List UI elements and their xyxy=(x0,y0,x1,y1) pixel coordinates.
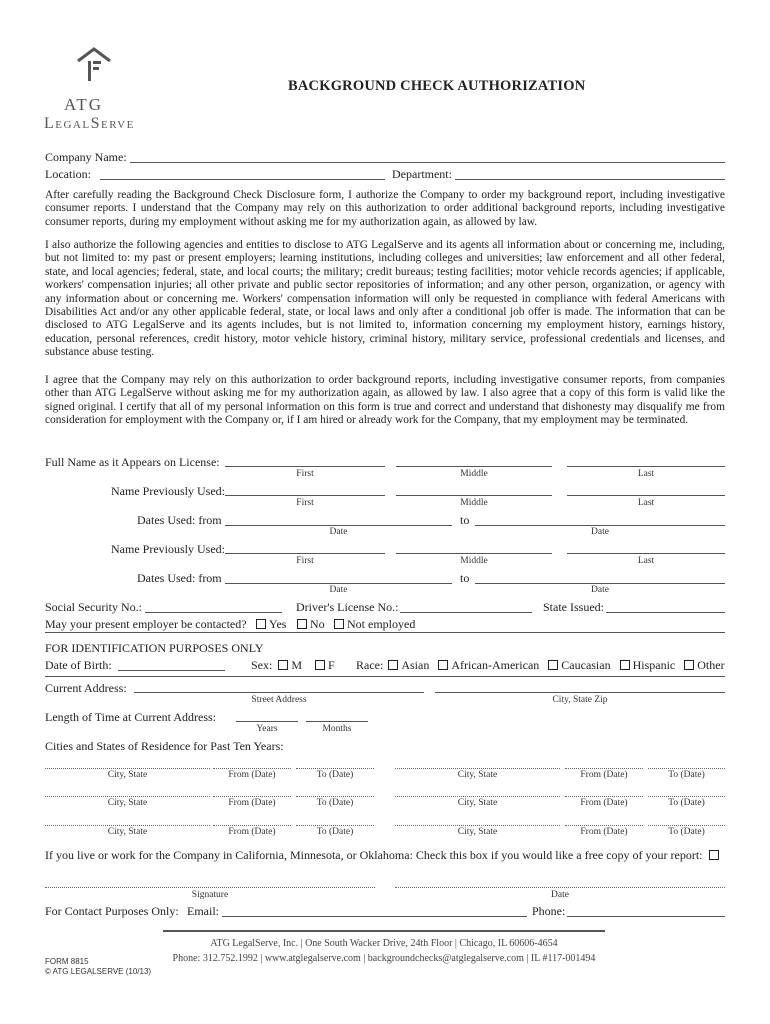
prev-middle-name-field[interactable] xyxy=(396,495,552,496)
residence-to-date-field[interactable] xyxy=(648,825,725,826)
copyright: © ATG LEGALSERVE (10/13) xyxy=(45,967,152,976)
dates-from-field[interactable] xyxy=(225,525,452,526)
footer-address: ATG LegalServe, Inc. | One South Wacker Drive, 24th Floor | Chicago, IL 60606-4654 xyxy=(210,938,558,949)
prev2-middle-name-field[interactable] xyxy=(396,553,552,554)
prev-first-name-field[interactable] xyxy=(225,495,385,496)
street-address-field[interactable] xyxy=(134,692,424,693)
form-number: FORM 8815 xyxy=(45,957,89,966)
last-caption: Last xyxy=(637,556,655,566)
last-caption: Last xyxy=(637,498,655,508)
residence-city-state-field[interactable] xyxy=(395,825,560,826)
sex-group xyxy=(251,658,335,673)
authorization-paragraph-2: I also authorize the following agencies and entities to disclose to ATG LegalServe and its agents all information about or concerning me, including, but not limited to: my past or present employers; learning institutions, including colleges and universities; law enforcement and all other federal, state, and local agencies; federal, state, and local courts; the military; credit bureaus; testing facilities; motor vehicle records agencies; if applicable, workers' compensation injuries; all other private and public sector repositories of information; and any other person, organization, or agency with any information about or concerning me. Workers' compensation information will only be requested in compliance with federal Americans with Disabilities Act and/or any other applicable federal, state, or local laws and only after a conditional job offer is made. The information that can be disclosed to ATG LegalServe and its agents includes, but is not limited to, information concerning my employment history, earnings history, education, personal references, credit history, motor vehicle history, criminal history, military service, professional credentials and licenses, and substance abuse testing. xyxy=(45,239,725,359)
not-employed-option[interactable] xyxy=(334,617,415,632)
signature-field[interactable] xyxy=(45,887,375,888)
residence-from-date-field[interactable] xyxy=(213,796,291,797)
years-field[interactable] xyxy=(236,721,298,722)
to-date-caption: To (Date) xyxy=(316,827,354,837)
yes-label: Yes xyxy=(269,617,287,631)
drivers-license-label: Driver's License No.: xyxy=(296,600,399,614)
from-date-caption: From (Date) xyxy=(580,798,628,808)
race-label: Race: xyxy=(356,658,384,672)
location-field[interactable] xyxy=(100,179,385,180)
prev2-first-name-field[interactable] xyxy=(225,553,385,554)
state-issued-label: State Issued: xyxy=(543,600,604,614)
from-date-caption: From (Date) xyxy=(580,770,628,780)
residence-from-date-field[interactable] xyxy=(565,796,643,797)
free-copy-text: If you live or work for the Company in California, Minnesota, or Oklahoma: Check this box if you would like a free copy of your report: xyxy=(45,848,703,862)
last-caption: Last xyxy=(637,469,655,479)
race-hispanic-checkbox[interactable] xyxy=(620,660,630,670)
sex-f-label: F xyxy=(328,658,335,672)
dates-to-field[interactable] xyxy=(475,525,725,526)
to-date-caption: To (Date) xyxy=(668,827,705,837)
company-logo xyxy=(44,45,154,135)
residence-city-state-field[interactable] xyxy=(45,825,210,826)
residence-city-state-field[interactable] xyxy=(395,796,560,797)
sex-m-label: M xyxy=(291,658,303,672)
race-caucasian-label: Caucasian xyxy=(561,658,611,672)
not-employed-label: Not employed xyxy=(347,617,416,631)
residence-from-date-field[interactable] xyxy=(565,768,643,769)
no-label: No xyxy=(310,617,325,631)
company-name-field[interactable] xyxy=(130,162,725,163)
contact-purposes-label: For Contact Purposes Only: xyxy=(45,904,179,918)
department-label: Department: xyxy=(392,167,452,181)
from-date-caption: From (Date) xyxy=(228,798,276,808)
house-logo-icon xyxy=(74,45,114,85)
race-african-american-checkbox[interactable] xyxy=(438,660,448,670)
length-of-time-label: Length of Time at Current Address: xyxy=(45,710,216,724)
free-copy-question xyxy=(45,848,722,863)
city-state-zip-field[interactable] xyxy=(435,692,725,693)
date-caption: Date xyxy=(591,585,609,595)
page-title: BACKGROUND CHECK AUTHORIZATION xyxy=(288,78,586,94)
race-other-label: Other xyxy=(697,658,725,672)
first-caption: First xyxy=(296,498,314,508)
free-copy-checkbox[interactable] xyxy=(709,850,719,860)
dates-used-label: Dates Used: from xyxy=(137,571,222,585)
prev-last-name-field[interactable] xyxy=(567,495,725,496)
no-checkbox[interactable] xyxy=(297,619,307,629)
race-asian-label: Asian xyxy=(401,658,430,672)
authorization-paragraph-1: After carefully reading the Background Check Disclosure form, I authorize the Company to order my background report, including investigative consumer reports. I understand that the Company may rely on this authorization to order additional background reports, including investigative consumer reports, during my employment without asking me for my authorization again, as allowed by law. xyxy=(45,189,725,228)
employer-yes-option[interactable] xyxy=(256,617,286,632)
current-address-label: Current Address: xyxy=(45,681,127,695)
ssn-label: Social Security No.: xyxy=(45,600,142,614)
dob-field[interactable] xyxy=(118,670,225,671)
date-caption: Date xyxy=(329,585,348,595)
race-hispanic-label: Hispanic xyxy=(632,658,676,672)
years-caption: Years xyxy=(256,724,278,734)
not-employed-checkbox[interactable] xyxy=(334,619,344,629)
employer-contact-label: May your present employer be contacted? xyxy=(45,617,247,631)
full-name-label: Full Name as it Appears on License: xyxy=(45,455,220,469)
sex-label: Sex: xyxy=(251,658,273,672)
sex-f-checkbox[interactable] xyxy=(315,660,325,670)
middle-caption: Middle xyxy=(460,498,488,508)
middle-name-field[interactable] xyxy=(396,466,552,467)
phone-field[interactable] xyxy=(567,916,725,917)
middle-caption: Middle xyxy=(460,469,488,479)
city-state-zip-caption: City, State Zip xyxy=(552,695,608,705)
email-label: Email: xyxy=(187,904,219,918)
from-date-caption: From (Date) xyxy=(228,770,276,780)
section-divider xyxy=(45,676,725,677)
residence-city-state-field[interactable] xyxy=(395,768,560,769)
ssn-field[interactable] xyxy=(145,612,282,613)
first-caption: First xyxy=(296,469,314,479)
identification-heading: FOR IDENTIFICATION PURPOSES ONLY xyxy=(45,641,264,655)
footer-divider xyxy=(163,930,605,932)
signature-date-field[interactable] xyxy=(395,887,725,888)
city-state-caption: City, State xyxy=(457,798,498,808)
city-state-caption: City, State xyxy=(107,770,148,780)
residence-from-date-field[interactable] xyxy=(565,825,643,826)
to-label: to xyxy=(460,571,470,585)
cities-residence-label: Cities and States of Residence for Past Ten Years: xyxy=(45,739,284,753)
drivers-license-field[interactable] xyxy=(400,612,532,613)
middle-caption: Middle xyxy=(460,556,488,566)
sex-m-checkbox[interactable] xyxy=(278,660,288,670)
street-address-caption: Street Address xyxy=(251,695,307,705)
phone-label: Phone: xyxy=(532,904,566,918)
residence-to-date-field[interactable] xyxy=(648,768,725,769)
company-name-label: Company Name: xyxy=(45,150,127,164)
name-previously-used-label: Name Previously Used: xyxy=(111,484,225,498)
to-date-caption: To (Date) xyxy=(316,798,354,808)
months-caption: Months xyxy=(322,724,352,734)
race-caucasian-checkbox[interactable] xyxy=(548,660,558,670)
date-caption: Date xyxy=(591,527,609,537)
state-issued-field[interactable] xyxy=(606,612,725,613)
signature-caption: Signature xyxy=(191,890,229,900)
race-group xyxy=(356,658,725,673)
residence-to-date-field[interactable] xyxy=(296,796,374,797)
yes-checkbox[interactable] xyxy=(256,619,266,629)
prev2-last-name-field[interactable] xyxy=(567,553,725,554)
date-caption: Date xyxy=(551,890,569,900)
employer-contact-question xyxy=(45,617,247,632)
location-label: Location: xyxy=(45,167,91,181)
last-name-field[interactable] xyxy=(567,466,725,467)
months-field[interactable] xyxy=(306,721,368,722)
city-state-caption: City, State xyxy=(107,827,148,837)
employer-no-option[interactable] xyxy=(297,617,325,632)
footer-contact: Phone: 312.752.1992 | www.atglegalserve.com | backgroundchecks@atglegalserve.com | IL #117-001494 xyxy=(172,953,596,964)
race-other-checkbox[interactable] xyxy=(684,660,694,670)
logo-text-atg: ATG xyxy=(64,95,104,114)
name-previously-used-label: Name Previously Used: xyxy=(111,542,225,556)
residence-to-date-field[interactable] xyxy=(296,768,374,769)
authorization-paragraph-3: I agree that the Company may rely on this authorization to order background reports, including investigative consumer reports, from companies other than ATG LegalServe without asking me for my authorization again, as allowed by law. I also agree that a copy of this form is valid like the signed original. I certify that all of my personal information on this form is true and correct and understand that dishonesty may disqualify me from consideration for employment with the Company or, if I am hired or already work for the Company, that my employment may be terminated. xyxy=(45,374,725,427)
email-field[interactable] xyxy=(222,916,527,917)
residence-to-date-field[interactable] xyxy=(296,825,374,826)
first-caption: First xyxy=(296,556,314,566)
residence-from-date-field[interactable] xyxy=(213,825,291,826)
first-name-field[interactable] xyxy=(225,466,385,467)
dob-label: Date of Birth: xyxy=(45,658,112,672)
residence-from-date-field[interactable] xyxy=(213,768,291,769)
dates-used-label: Dates Used: from xyxy=(137,513,222,527)
residence-city-state-field[interactable] xyxy=(45,796,210,797)
from-date-caption: From (Date) xyxy=(228,827,276,837)
date-caption: Date xyxy=(329,527,348,537)
city-state-caption: City, State xyxy=(107,798,148,808)
logo-text-legalserve: LegalServe xyxy=(44,115,135,132)
race-african-american-label: African-American xyxy=(451,658,540,672)
to-label: to xyxy=(460,513,470,527)
city-state-caption: City, State xyxy=(457,770,498,780)
residence-city-state-field[interactable] xyxy=(45,768,210,769)
from-date-caption: From (Date) xyxy=(580,827,628,837)
dates2-to-field[interactable] xyxy=(475,583,725,584)
to-date-caption: To (Date) xyxy=(668,770,705,780)
race-asian-checkbox[interactable] xyxy=(388,660,398,670)
to-date-caption: To (Date) xyxy=(316,770,354,780)
city-state-caption: City, State xyxy=(457,827,498,837)
to-date-caption: To (Date) xyxy=(668,798,705,808)
dates2-from-field[interactable] xyxy=(225,583,452,584)
section-divider xyxy=(45,632,725,633)
residence-to-date-field[interactable] xyxy=(648,796,725,797)
department-field[interactable] xyxy=(455,179,725,180)
